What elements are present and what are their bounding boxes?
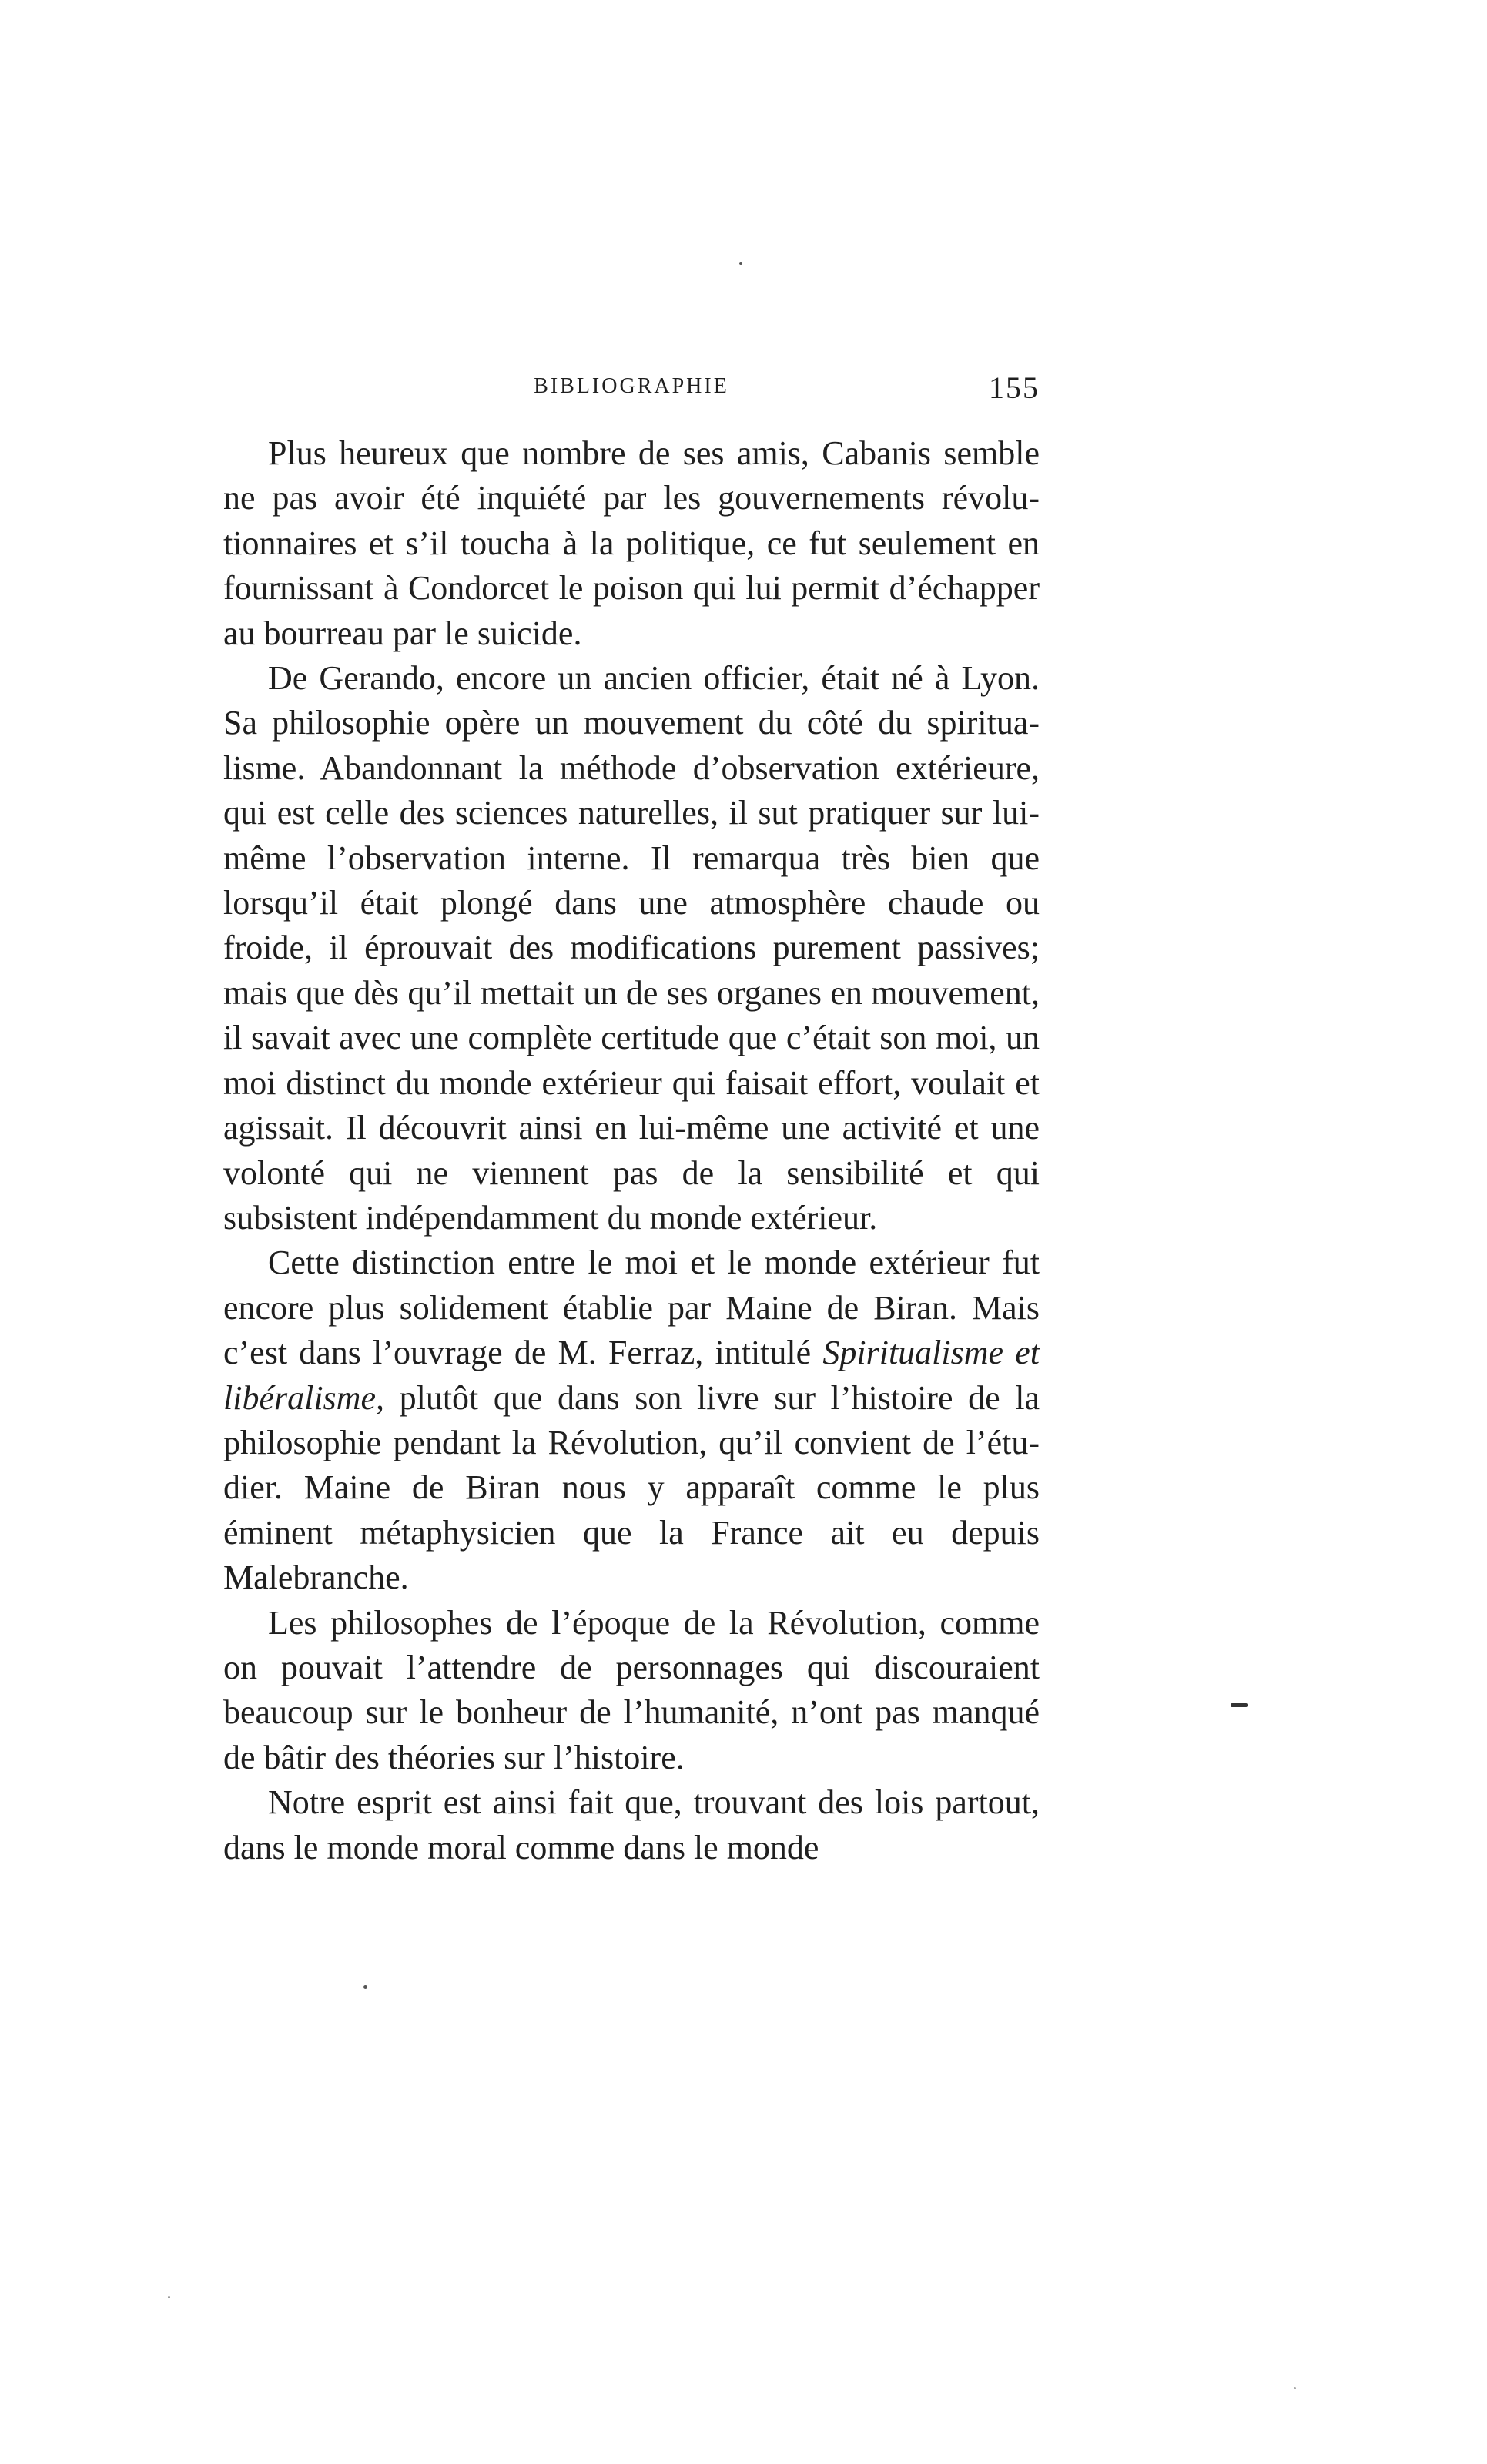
scan-speck [363, 1985, 367, 1989]
page-number: 155 [989, 370, 1040, 405]
paragraph-philosophes: Les philosophes de l’époque de la Révolution, comme on pouvait l’attendre de personnages qui discouraient beaucoup sur le bonheur de l’humanité, n’ont pas manqué de bâtir des théories sur l’histoire. [223, 1603, 1040, 1776]
scan-speck [739, 262, 742, 265]
paragraph-notre-esprit: Notre esprit est ainsi fait que, trouvant des lois partout, dans le monde moral comme dans le monde [223, 1783, 1040, 1866]
running-head [223, 370, 1040, 416]
paragraph-cabanis: Plus heureux que nombre de ses amis, Cabanis semble ne pas avoir été inquiété par les gouvernements révolutionnaires et s’il toucha à la politique, ce fut seulement en fournissant à Condorcet le poison qui lui permit d’échapper au bourreau par le suicide. [223, 434, 1040, 652]
paragraph-de-gerando: De Gerando, encore un ancien officier, était né à Lyon. Sa philosophie opère un mouvement du côté du spiritualisme. Abandonnant la méthode d’observation extérieure, qui est celle des sciences naturelles, il sut pratiquer sur lui-même l’observation interne. Il remarqua très bien que lorsqu’il était plongé dans une atmosphère chaude ou froide, il éprouvait des modifications purement passives; mais que dès qu’il mettait un de ses organes en mouvement, il savait avec une complète certitude que c’était son moi, un moi distinct du monde extérieur qui faisait effort, voulait et agissait. Il découvrit ainsi en lui-même une activité et une volonté qui ne viennent pas de la sensibilité et qui subsistent indépendamment du monde extérieur. [223, 659, 1040, 1237]
paragraph-maine-de-biran [223, 1240, 1040, 1600]
scan-speck [168, 2296, 170, 2298]
body-text [223, 431, 1040, 1870]
paragraph-maine-de-biran-before: Cette distinction entre le moi et le monde extérieur fut encore plus solidement établie par Maine de Biran. Mais c’est dans l’ouvrage de M. Ferraz, intitulé [223, 1244, 1040, 1372]
paragraph-maine-de-biran-after: plutôt que dans son livre sur l’histoire de la philosophie pendant la Révolution, qu’il convient de l’étudier. Maine de Biran nous y apparaît comme le plus éminent métaphysicien que la France ait eu depuis Malebranche. [223, 1378, 1040, 1597]
scan-speck [1231, 1703, 1248, 1707]
scan-speck [1294, 2387, 1296, 2389]
running-title: BIBLIOGRAPHIE [534, 374, 729, 398]
book-title-emphasis: Spiritualisme et libéralisme, [223, 1334, 1040, 1417]
